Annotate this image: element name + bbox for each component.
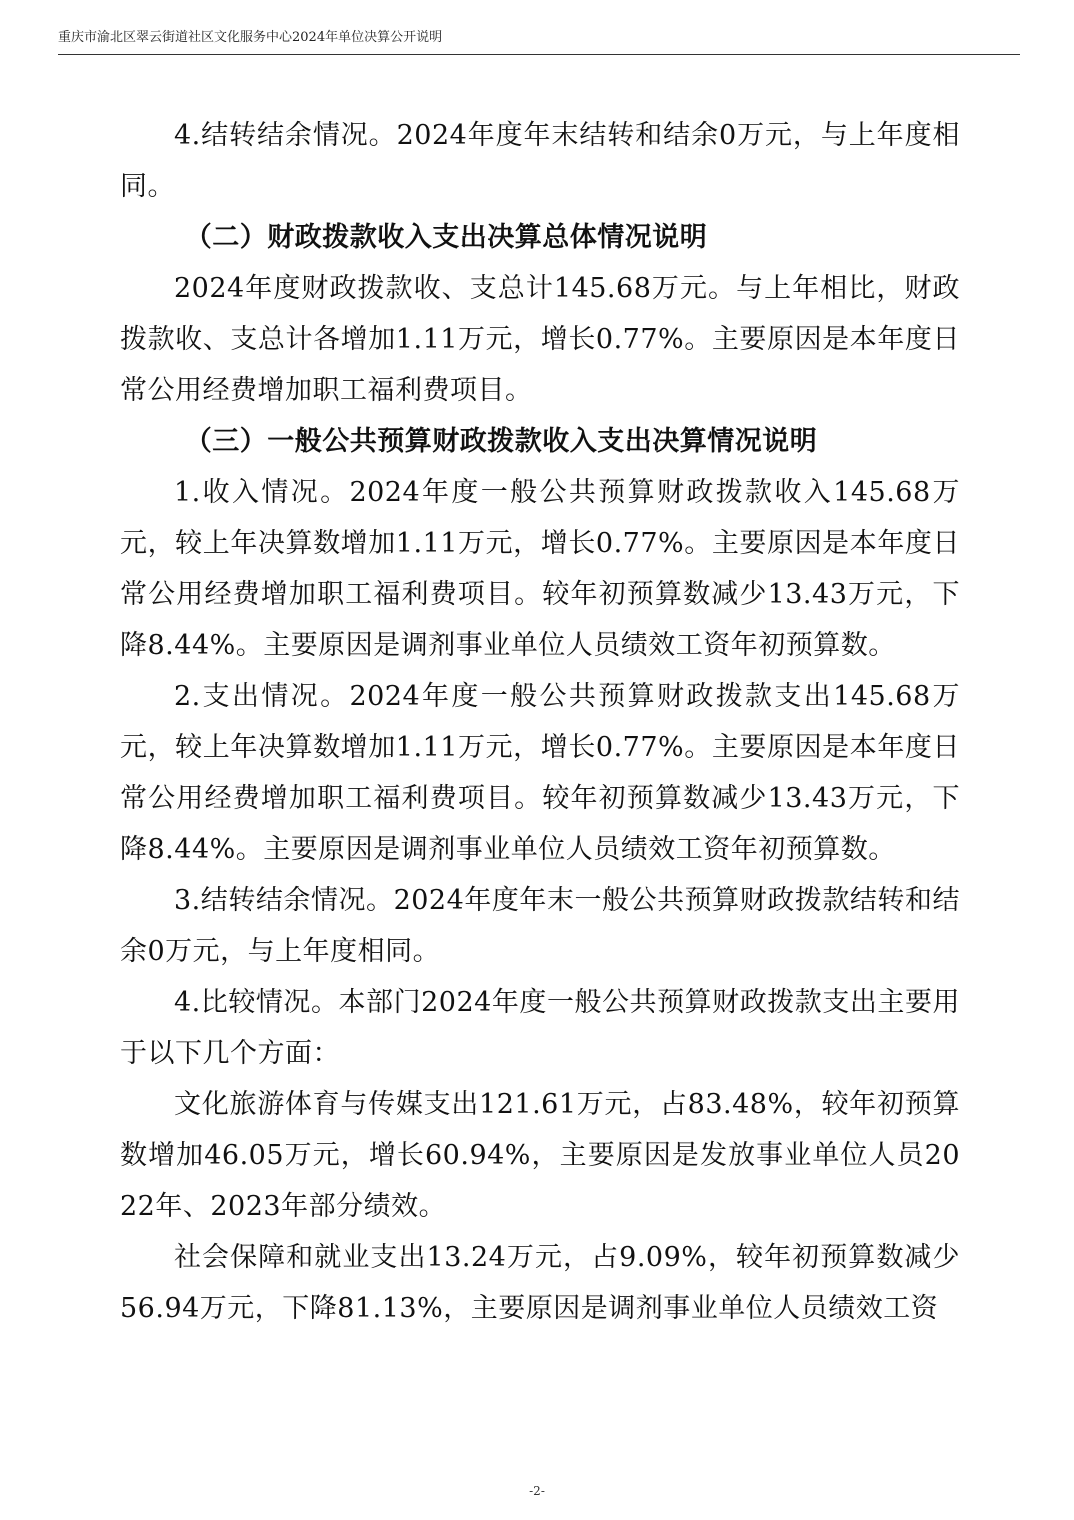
section-heading-fiscal-overview: （二）财政拨款收入支出决算总体情况说明	[184, 222, 708, 253]
section-heading-general-budget: （三）一般公共预算财政拨款收入支出决算情况说明	[184, 426, 818, 457]
paragraph-income: 1.收入情况。2024年度一般公共预算财政拨款收入145.68万元，较上年决算数增加1.11万元，增长0.77%。主要原因是本年度日常公用经费增加职工福利费项目。较年初预算数减少13.43万元，下降8.44%。主要原因是调剂事业单位人员绩效工资年初预算数。	[120, 477, 960, 661]
paragraph-culture-spending: 文化旅游体育与传媒支出121.61万元，占83.48%，较年初预算数增加46.05万元，增长60.94%，主要原因是发放事业单位人员2022年、2023年部分绩效。	[120, 1089, 960, 1222]
paragraph-fiscal-total: 2024年度财政拨款收、支总计145.68万元。与上年相比，财政拨款收、支总计各增加1.11万元，增长0.77%。主要原因是本年度日常公用经费增加职工福利费项目。	[120, 273, 960, 406]
page-number: -2-	[529, 1484, 545, 1498]
paragraph-expenditure: 2.支出情况。2024年度一般公共预算财政拨款支出145.68万元，较上年决算数增加1.11万元，增长0.77%。主要原因是本年度日常公用经费增加职工福利费项目。较年初预算数减少13.43万元，下降8.44%。主要原因是调剂事业单位人员绩效工资年初预算数。	[120, 681, 960, 865]
document-body	[120, 110, 960, 1334]
paragraph-social-security-spending: 社会保障和就业支出13.24万元，占9.09%，较年初预算数减少56.94万元，下降81.13%，主要原因是调剂事业单位人员绩效工资	[120, 1242, 960, 1324]
page-header	[58, 28, 1020, 55]
paragraph-general-carryover: 3.结转结余情况。2024年度年末一般公共预算财政拨款结转和结余0万元，与上年度相同。	[120, 885, 960, 967]
header-title: 重庆市渝北区翠云街道社区文化服务中心2024年单位决算公开说明	[58, 30, 443, 45]
paragraph-comparison: 4.比较情况。本部门2024年度一般公共预算财政拨款支出主要用于以下几个方面：	[120, 987, 960, 1069]
paragraph-carryover-balance: 4.结转结余情况。2024年度年末结转和结余0万元，与上年度相同。	[120, 120, 960, 202]
